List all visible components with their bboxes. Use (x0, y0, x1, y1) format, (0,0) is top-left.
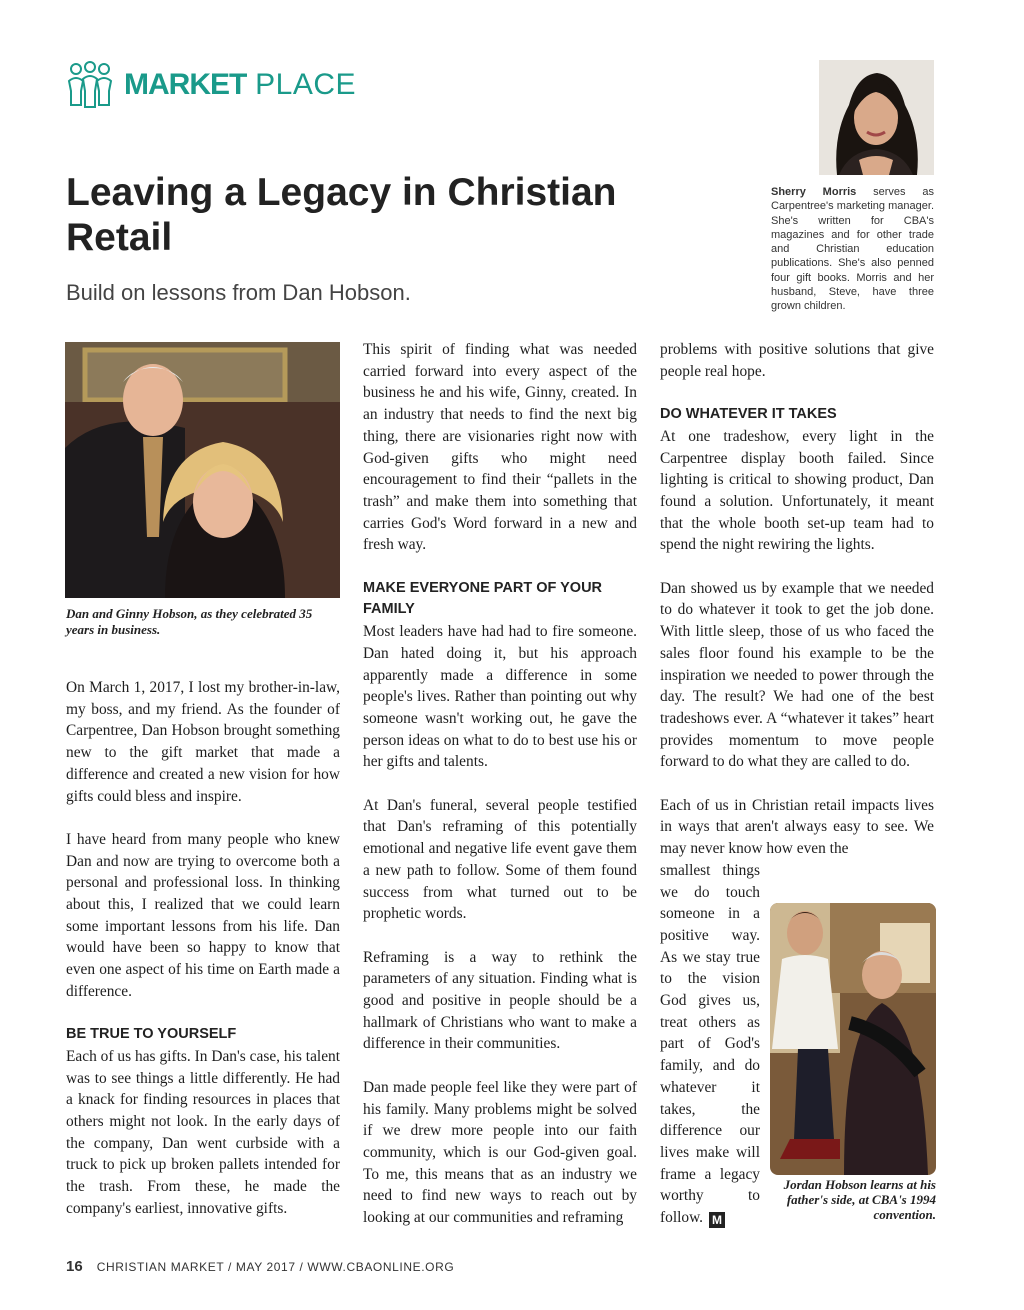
col1-heading: BE TRUE TO YOURSELF (66, 1026, 237, 1043)
col3-paragraph-4-narrow-text: smallest things we do touch someone in a positive way. As we stay true to the vision God gives us, treat others as part of God's family, and do whatever it takes, the difference our lives make will frame a legacy worthy to follow. (660, 861, 760, 1227)
col3-heading: DO WHATEVER IT TAKES (660, 406, 837, 423)
end-mark-icon: M (709, 1212, 725, 1228)
col3-paragraph-4-wide: Each of us in Christian retail impacts lives in ways that aren't always easy to see. We may never know how even the (660, 796, 934, 858)
footer-publication: CHRISTIAN MARKET / MAY 2017 / WWW.CBAONLINE.ORG (96, 1260, 455, 1274)
col3-paragraph-3: Dan showed us by example that we needed to do whatever it took to get the job done. With little sleep, those of us who faced the sales floor found his example to be the inspiration we needed to power through the day. The result? We had one of the best tradeshows ever. A “whatever it takes” heart provides momentum to move people forward to do what they are called to do. (660, 579, 934, 771)
section-header (66, 60, 356, 110)
author-portrait (819, 60, 934, 175)
col1-paragraph-2: I have heard from many people who knew Dan and now are trying to overcome both a personal and professional loss. In thinking about this, I realized that we could learn some important lessons from his life. Dan would have been so happy to know that even one aspect of his time on Earth made a difference. (66, 830, 340, 1000)
page-footer (66, 1258, 454, 1275)
col2-paragraph-3: At Dan's funeral, several people testified that Dan's reframing of this potentially emotional and negative life event gave them a new path to follow. Some of them found success from what turned out to be prophetic words. (363, 796, 637, 923)
column-1 (66, 677, 340, 1220)
col2-paragraph-4: Reframing is a way to rethink the parameters of any situation. Finding what is good and positive in people should be a hallmark of Christians who want to make a difference in their communities. (363, 948, 637, 1053)
col2-heading: MAKE EVERYONE PART OF YOUR FAMILY (363, 579, 603, 618)
col1-paragraph-1: On March 1, 2017, I lost my brother-in-law, my boss, and my friend. As the founder of Carpentree, Dan Hobson brought something new to the gift market that made a difference and created a new vision for how gifts could bless and inspire. (66, 679, 340, 805)
col3-paragraph-4-narrow (660, 860, 760, 1229)
col3-paragraph-1: problems with positive solutions that give people real hope. (660, 341, 934, 380)
photo-father-son-illustration (770, 903, 936, 1175)
photo-dan-and-ginny (65, 342, 340, 598)
photo2-caption: Jordan Hobson learns at his father's side, at CBA's 1994 convention. (783, 1177, 936, 1222)
author-photo (819, 60, 934, 175)
author-bio-text: serves as Carpentree's marketing manager. She's written for CBA's magazines and for other trade and Christian education publications. She's also penned four gift books. Morris and her husband, Steve, have three grown children. (771, 186, 934, 313)
col3-paragraph-2: At one tradeshow, every light in the Carpentree display booth failed. Since lighting is critical to showing product, Dan found a solution. Unfortunately, it meant that the whole booth set-up team had to spend the night rewiring the lights. (660, 427, 934, 554)
col2-paragraph-2: Most leaders have had had to fire someone. Dan hated doing it, but his approach apparently made a difference in some people's lives. Rather than pointing out why someone wasn't working out, he gave the person ideas on what to do to best use his or her gifts and talents. (363, 623, 637, 771)
author-name: Sherry Morris (771, 186, 857, 198)
article-title: Leaving a Legacy in Christian Retail (66, 171, 617, 259)
photo1-caption: Dan and Ginny Hobson, as they celebrated 35 years in business. (66, 606, 313, 637)
article-subtitle: Build on lessons from Dan Hobson. (66, 280, 411, 305)
col1-paragraph-3: Each of us has gifts. In Dan's case, his talent was to see things a little differently. He had a knack for finding resources in places that others might not look. In the early days of the company, Dan went curbside with a truck to pick up broken pallets intended for the trash. From these, he made the company's earliest, innovative gifts. (66, 1047, 340, 1217)
section-brand (124, 68, 356, 102)
author-bio (771, 185, 934, 314)
column-2 (363, 339, 637, 1229)
brand-strong: MARKET (124, 68, 247, 101)
col2-paragraph-1: This spirit of finding what was needed carried forward into every aspect of the business he and his wife, Ginny, created. In an industry that needs to find the next big thing, there are visionaries right now with God-given gifts who might need encouragement to find their “pallets in the trash” and make them into something that carries God's Word forward in a new and fresh way. (363, 341, 637, 554)
col2-paragraph-5: Dan made people feel like they were part of his family. Many problems might be solved if we drew more people into our faith community, which is our God-given goal. To me, this means that as an industry we need to find new ways to reach out by looking at our communities and reframing (363, 1078, 637, 1227)
page-number: 16 (66, 1258, 83, 1275)
photo-jordan-hobson (770, 903, 936, 1175)
photo-couple-illustration (65, 342, 340, 598)
brand-light: PLACE (255, 68, 357, 101)
people-group-icon (66, 61, 114, 109)
